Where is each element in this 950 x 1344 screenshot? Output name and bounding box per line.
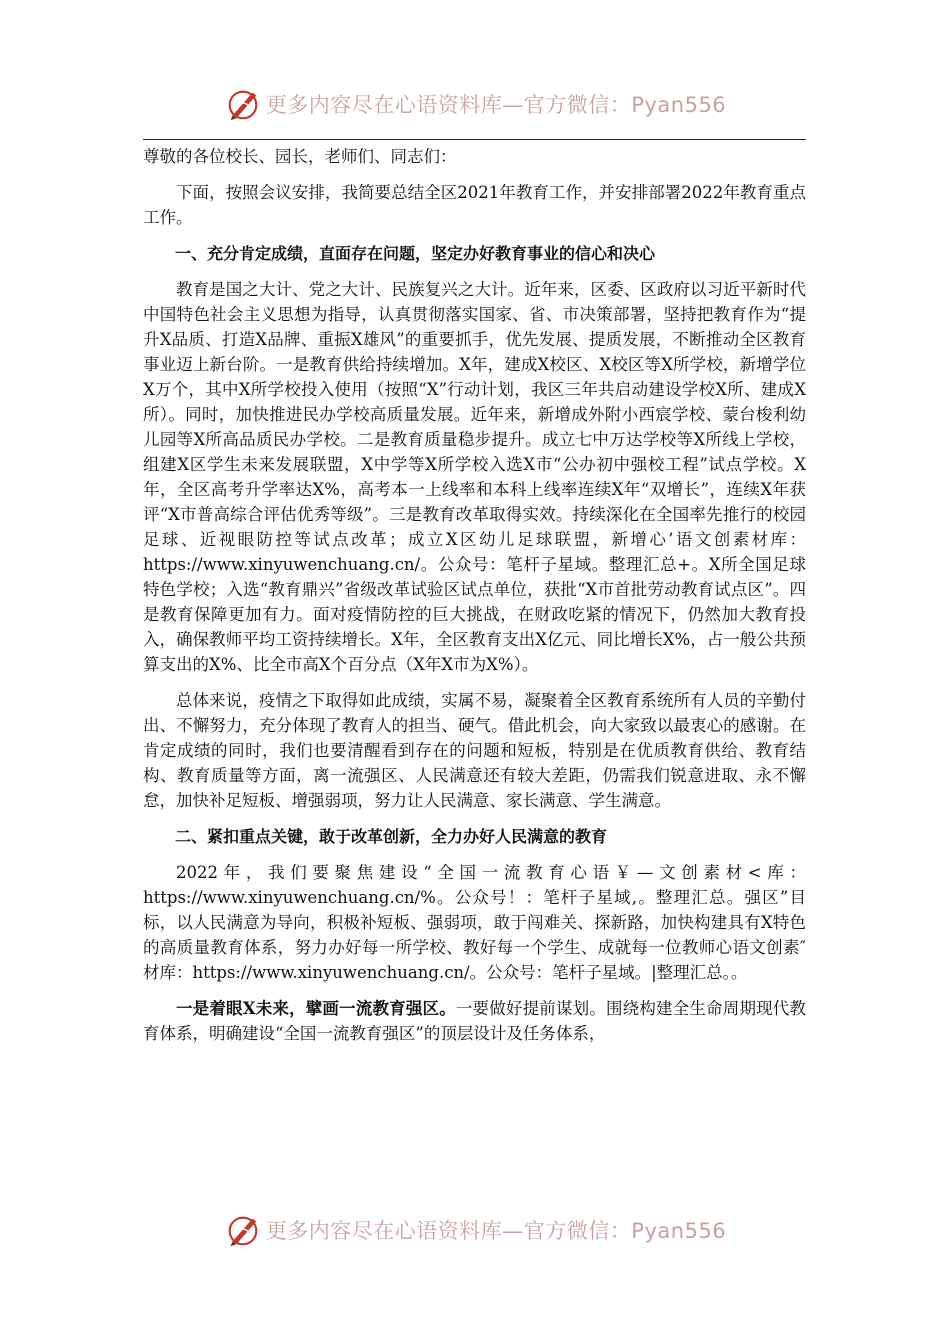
- section-heading-1: 一、充分肯定成绩，直面存在问题，坚定办好教育事业的信心和决心: [175, 244, 656, 263]
- paragraph-4-text: 一要做好提前谋划。围绕构建全生命周期现代教育体系，明确建设“全国一流教育强区”的顶层设计及任务体系，: [143, 999, 806, 1043]
- intro-paragraph: 下面，按照会议安排，我简要总结全区2021年教育工作，并安排部署2022年教育重点工作。: [143, 183, 806, 227]
- paragraph-4-lead: 一是着眼X未来，擘画一流教育强区。: [176, 999, 456, 1018]
- body-paragraph-3: 2022年，我们要聚焦建设“全国一流教育心语￥—文创素材<库：https://www.xinyuwenchuang.cn/%。公众号！：笔杆子星域,。整理汇总。强区”目标，以人民满意为导向，积极补短板、强弱项，敢于闯难关、探新路，加快构建具有X特色的高质量教育体系，努力办好每一所学校、教好每一个学生、成就每一位教师心语文创素″材库：https://www.xinyuwenchuang.cn/。公众号：笔杆子星域。|整理汇总。。: [143, 863, 806, 982]
- body-paragraph-1: 教育是国之大计、党之大计、民族复兴之大计。近年来，区委、区政府以习近平新时代中国特色社会主义思想为指导，认真贯彻落实国家、省、市决策部署，坚持把教育作为“提升X品质、打造X品牌、重振X雄风”的重要抓手，优先发展、提质发展，不断推动全区教育事业迈上新台阶。一是教育供给持续增加。X年，建成X校区、X校区等X所学校，新增学位X万个，其中X所学校投入使用（按照“X”行动计划，我区三年共启动建设学校X所、建成X所）。同时，加快推进民办学校高质量发展。近年来，新增成外附小西宸学校、蒙台梭利幼儿园等X所高品质民办学校。二是教育质量稳步提升。成立七中万达学校等X所线上学校，组建X区学生未来发展联盟，X中学等X所学校入选X市“公办初中强校工程”试点学校。X年，全区高考升学率达X%，高考本一上线率和本科上线率连续X年“双增长”，连续X年获评“X市普高综合评估优秀等级”。三是教育改革取得实效。持续深化在全国率先推行的校园足球、近视眼防控等试点改革；成立X区幼儿足球联盟，新增心’语文创素材库：https://www.xinyuwenchuang.cn/。公众号：笔杆子星域。整理汇总+。X所全国足球特色学校；入选“教育鼎兴”省级改革试验区试点单位，获批“X市首批劳动教育试点区”。四是教育保障更加有力。面对疫情防控的巨大挑战，在财政吃紧的情况下，仍然加大教育投入，确保教师平均工资持续增长。X年，全区教育支出X亿元、同比增长X%，占一般公共预算支出的X%、比全市高X个百分点（X年X市为X%）。: [143, 280, 806, 674]
- body-paragraph-2: 总体来说，疫情之下取得如此成绩，实属不易，凝聚着全区教育系统所有人员的辛勤付出、不懈努力，充分体现了教育人的担当、硬气。借此机会，向大家致以最衷心的感谢。在肯定成绩的同时，我们也要清醒看到存在的问题和短板，特别是在优质教育供给、教育结构、教育质量等方面，离一流强区、人民满意还有较大差距，仍需我们锐意进取、永不懈怠，加快补足短板、增强弱项，努力让人民满意、家长满意、学生满意。: [143, 691, 806, 810]
- pen-circle-logo-icon: [224, 85, 262, 123]
- document-body: [143, 144, 806, 1046]
- section-heading-2: 二、紧扣重点关键，敢于改革创新，全力办好人民满意的教育: [175, 827, 608, 846]
- footer-brand: [0, 1208, 950, 1252]
- header-brand: [0, 82, 950, 126]
- salutation: 尊敬的各位校长、园长，老师们、同志们：: [143, 147, 457, 166]
- footer-brand-text: 更多内容尽在心语资料库—官方微信：Pyan556: [265, 1219, 727, 1243]
- header-brand-text: 更多内容尽在心语资料库—官方微信：Pyan556: [265, 93, 727, 117]
- body-paragraph-4: [143, 996, 806, 1046]
- pen-circle-logo-icon: [224, 1211, 262, 1249]
- header-divider: [143, 139, 806, 140]
